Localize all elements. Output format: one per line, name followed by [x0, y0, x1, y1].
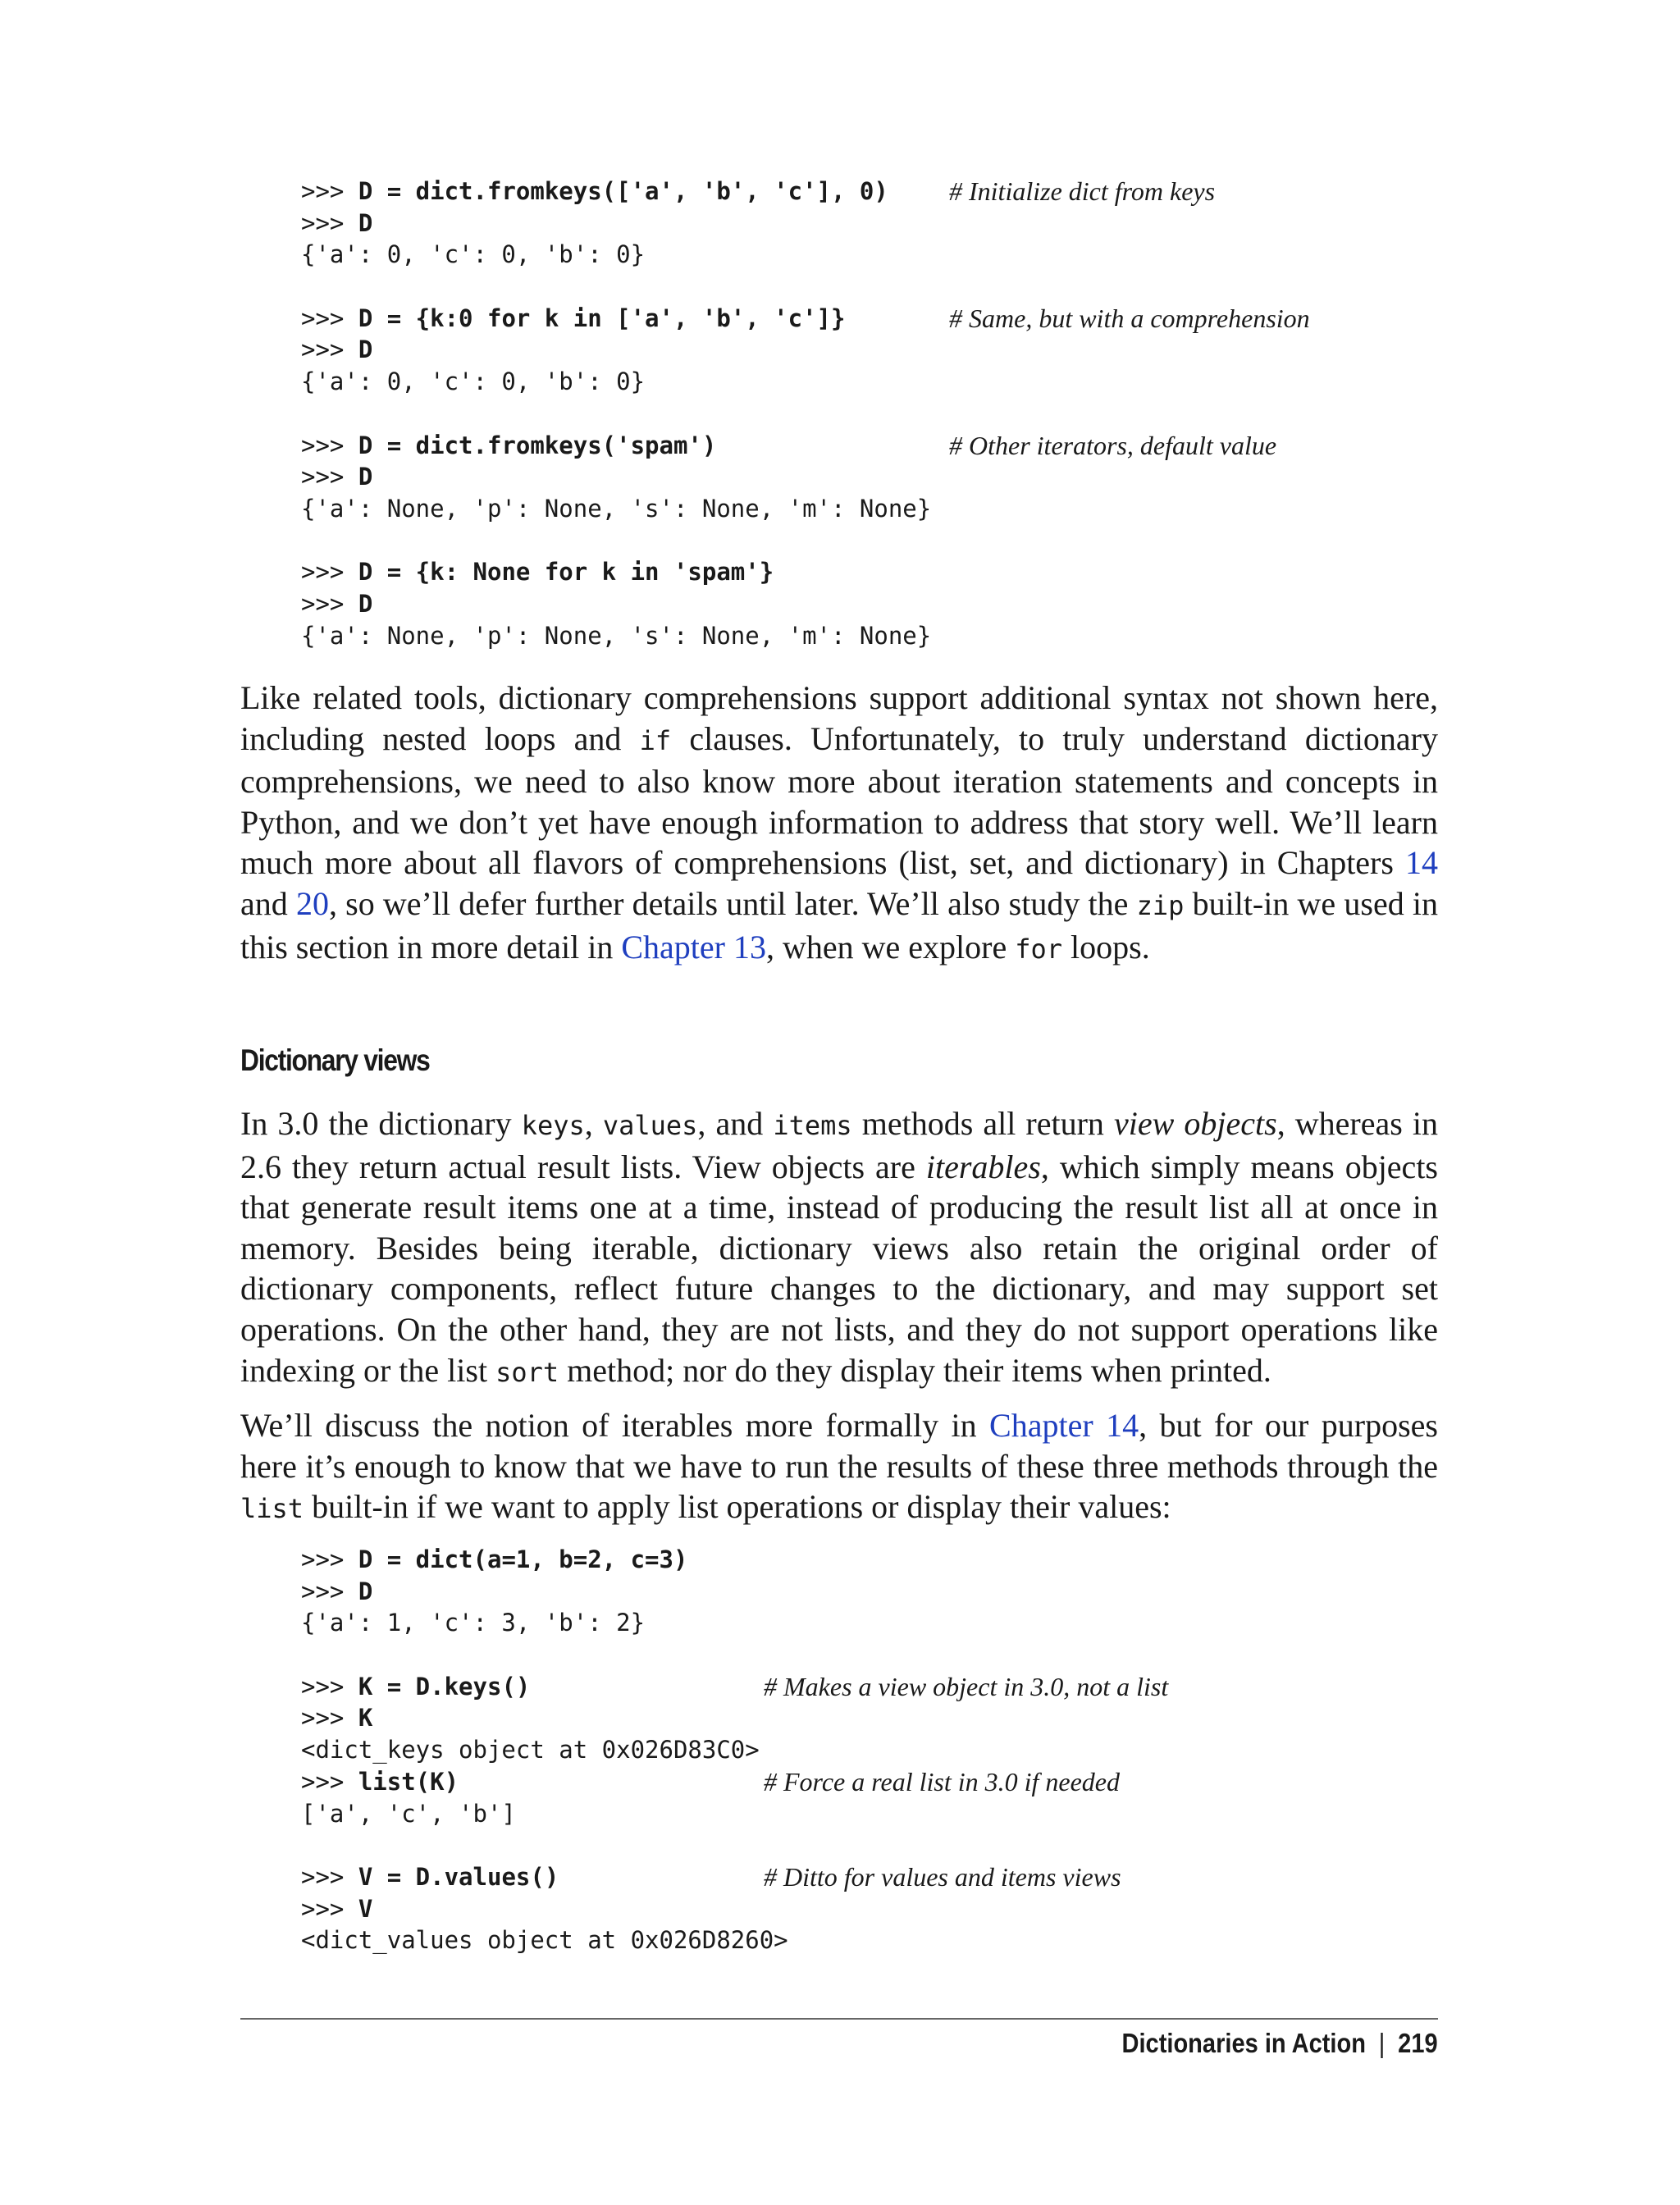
code-line	[301, 1702, 788, 1734]
code-comment: # Makes a view object in 3.0, not a list	[764, 1671, 1169, 1701]
text-run: , which simply means objects that generate result items one at a time, instead of producing the result list all at once in memory. Besides being iterable, dictionary views also retain the original order of dictionary components, reflect future changes to the dictionary, and may support set operations. On the other hand, they are not lists, and they do not support operations like indexing or the list	[240, 1148, 1438, 1389]
text-run: We’ll discuss the notion of iterables more formally in	[240, 1407, 990, 1444]
code-prompt: >>>	[301, 431, 358, 459]
body-paragraph-iterables	[240, 1405, 1438, 1530]
code-command: K = D.keys()	[358, 1672, 531, 1701]
chapter-20-link[interactable]: 20	[295, 884, 329, 922]
code-comment: # Same, but with a comprehension	[949, 303, 1310, 333]
inline-code: sort	[495, 1356, 559, 1388]
code-comment: # Initialize dict from keys	[949, 176, 1216, 206]
chapter-14-link[interactable]: 14	[1405, 844, 1438, 882]
code-prompt: >>>	[301, 1767, 358, 1796]
code-prompt: >>>	[301, 177, 358, 205]
emphasis: iterables	[925, 1148, 1041, 1185]
code-output: {'a': 0, 'c': 0, 'b': 0}	[301, 240, 646, 269]
code-prompt: >>>	[301, 1577, 358, 1605]
text-run: , when we explore	[765, 928, 1016, 966]
inline-code: keys	[521, 1110, 585, 1141]
section-heading: Dictionary views	[240, 1043, 430, 1077]
code-prompt: >>>	[301, 304, 358, 332]
code-output: {'a': None, 'p': None, 's': None, 'm': None}	[301, 621, 932, 650]
text-run: , whereas in 2.6 they return actual result lists. View objects are	[240, 1105, 1438, 1185]
code-spacer	[301, 398, 931, 430]
code-output: ['a', 'c', 'b']	[301, 1799, 516, 1828]
code-command: V = D.values()	[358, 1862, 559, 1891]
code-command: V	[358, 1894, 373, 1923]
code-comment: # Force a real list in 3.0 if needed	[764, 1766, 1120, 1796]
code-output: <dict_keys object at 0x026D83C0>	[301, 1736, 760, 1764]
body-paragraph-comprehensions	[240, 678, 1438, 970]
code-line	[301, 461, 931, 493]
inline-code: values	[602, 1110, 698, 1141]
code-line	[301, 1671, 1169, 1703]
chapter-13-link[interactable]: Chapter 13	[621, 928, 766, 966]
inline-code: list	[240, 1493, 304, 1525]
code-spacer	[301, 1829, 788, 1861]
code-output: <dict_values object at 0x026D8260>	[301, 1926, 788, 1955]
code-block-2	[301, 1544, 1169, 1956]
footer-rule	[240, 2018, 1438, 2020]
body-paragraph-views	[240, 1103, 1438, 1393]
code-line	[301, 208, 931, 240]
code-block-1	[301, 176, 1310, 651]
code-command: D	[358, 463, 373, 491]
text-run: built-in we used in this section in more detail in	[240, 884, 1438, 966]
code-comment: # Ditto for values and items views	[764, 1861, 1121, 1892]
code-command: D	[358, 336, 373, 364]
code-line	[301, 556, 931, 588]
code-spacer	[301, 525, 931, 557]
code-command: D	[358, 589, 373, 618]
text-run: , so we’ll defer further details until later. We’ll also study the	[328, 884, 1137, 922]
code-output: {'a': None, 'p': None, 's': None, 'm': None}	[301, 494, 932, 523]
code-prompt: >>>	[301, 1704, 358, 1732]
code-command: list(K)	[358, 1767, 459, 1796]
code-command: D = dict.fromkeys(['a', 'b', 'c'], 0)	[358, 177, 888, 205]
code-comment: # Other iterators, default value	[949, 430, 1277, 460]
code-line	[301, 1893, 788, 1925]
text-run: , but for our purposes here it’s enough to know that we have to run the results of these three methods through the	[240, 1407, 1438, 1485]
text-run: Like related tools, dictionary comprehensions support additional syntax not shown here, including nested loops and	[240, 679, 1438, 757]
code-prompt: >>>	[301, 208, 358, 237]
code-prompt: >>>	[301, 558, 358, 587]
text-run: and	[240, 884, 296, 922]
code-prompt: >>>	[301, 1545, 358, 1573]
code-prompt: >>>	[301, 463, 358, 491]
code-line	[301, 1861, 1121, 1893]
code-command: K	[358, 1704, 373, 1732]
page-footer	[1122, 2028, 1438, 2059]
code-prompt: >>>	[301, 1672, 358, 1701]
text-run: , and	[697, 1105, 774, 1142]
code-command: D	[358, 1577, 373, 1605]
inline-code: zip	[1136, 889, 1185, 921]
text-run: built-in if we want to apply list operations or display their values:	[304, 1488, 1171, 1526]
page-number: 219	[1398, 2028, 1438, 2058]
code-line	[301, 1766, 1120, 1798]
code-prompt: >>>	[301, 336, 358, 364]
code-command: D = {k:0 for k in ['a', 'b', 'c']}	[358, 304, 846, 332]
footer-title: Dictionaries in Action	[1121, 2028, 1367, 2058]
code-command: D = dict.fromkeys('spam')	[358, 431, 717, 459]
text-run: ,	[584, 1105, 603, 1142]
code-line	[301, 334, 931, 366]
code-output: {'a': 1, 'c': 3, 'b': 2}	[301, 1609, 646, 1637]
code-prompt: >>>	[301, 1894, 358, 1923]
code-command: D = {k: None for k in 'spam'}	[358, 558, 774, 587]
text-run: In 3.0 the dictionary	[240, 1105, 522, 1142]
code-command: D = dict(a=1, b=2, c=3)	[358, 1545, 688, 1573]
text-run: clauses. Unfortunately, to truly understand dictionary comprehensions, we need to also know more about iteration statements and concepts in Python, and we don’t yet have enough information to address that story well. We’ll learn much more about all flavors of comprehensions (list, set, and dictionary) in Chapters	[240, 719, 1439, 882]
chapter-14-link[interactable]: Chapter 14	[989, 1407, 1139, 1444]
code-line	[301, 1576, 788, 1608]
code-output: {'a': 0, 'c': 0, 'b': 0}	[301, 368, 646, 396]
code-command: D	[358, 208, 373, 237]
text-run: loops.	[1062, 928, 1150, 966]
footer-separator: |	[1379, 2028, 1386, 2058]
code-spacer	[301, 271, 931, 303]
inline-code: for	[1015, 933, 1063, 965]
code-prompt: >>>	[301, 1862, 358, 1891]
code-line	[301, 588, 931, 620]
inline-code: if	[639, 724, 672, 756]
emphasis: view objects	[1114, 1105, 1277, 1142]
inline-code: items	[773, 1110, 852, 1141]
text-run: method; nor do they display their items when printed.	[559, 1351, 1271, 1389]
code-line	[301, 176, 1216, 208]
code-spacer	[301, 1639, 788, 1671]
code-line	[301, 303, 1310, 335]
code-line	[301, 430, 1277, 462]
code-prompt: >>>	[301, 589, 358, 618]
code-line	[301, 1544, 788, 1576]
text-run: methods all return	[851, 1105, 1114, 1142]
